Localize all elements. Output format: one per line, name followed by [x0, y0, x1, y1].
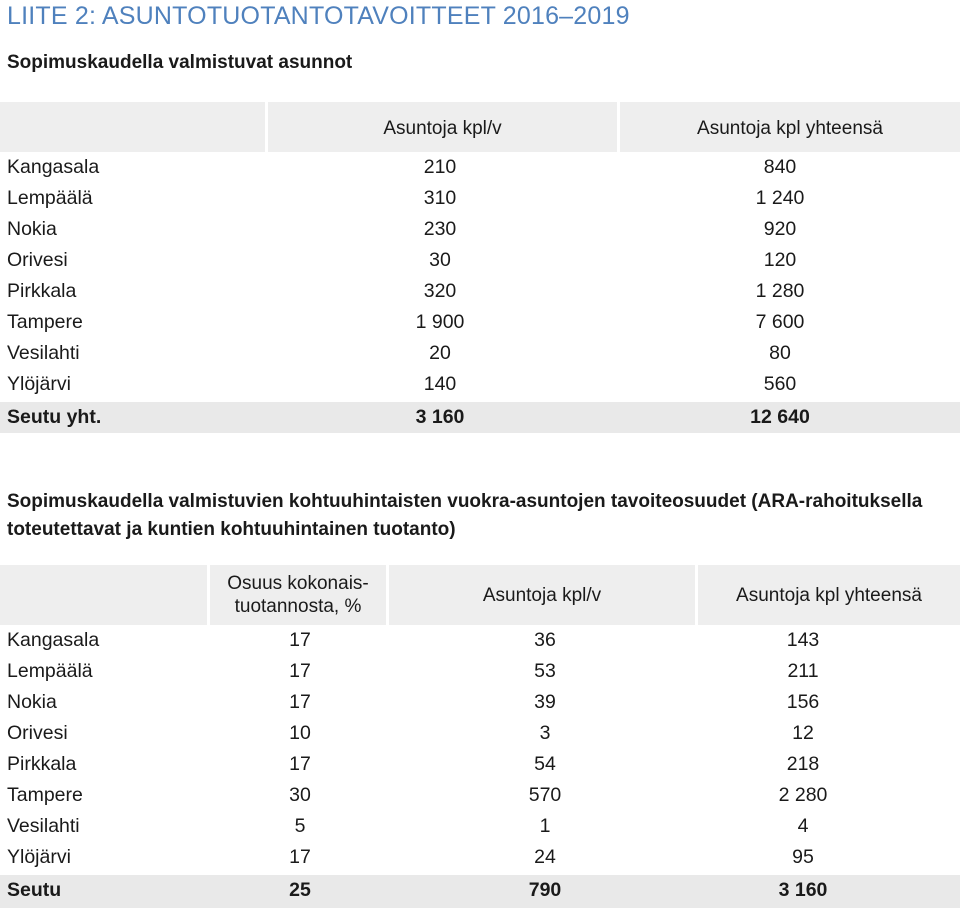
share-value: 17 — [289, 660, 311, 682]
section1-heading: Sopimuskaudella valmistuvat asunnot — [7, 52, 353, 73]
total-share: 25 — [289, 879, 311, 901]
section2-heading: Sopimuskaudella valmistuvien kohtuuhintaisten vuokra-asuntojen tavoiteosuudet (ARA-rahoituksella toteutettavat ja kuntien kohtuuhintainen tuotanto) — [7, 491, 923, 540]
table-row — [0, 749, 960, 780]
total-value: 120 — [763, 249, 797, 271]
table1-header-empty — [0, 102, 265, 152]
municipality: Pirkkala — [7, 753, 77, 775]
total-value: 4 — [797, 815, 809, 837]
total-value: 2 280 — [778, 784, 828, 806]
total-value: 156 — [786, 691, 820, 713]
table-row — [0, 780, 960, 811]
municipality: Tampere — [7, 784, 83, 806]
total-value: 1 280 — [755, 280, 805, 302]
municipality: Lempäälä — [7, 660, 93, 682]
table-row — [0, 152, 960, 183]
total-per-year: 790 — [528, 879, 562, 901]
total-overall: 3 160 — [778, 879, 828, 901]
table-row — [0, 369, 960, 400]
total-value: 80 — [769, 342, 791, 364]
table2-col-share: Osuus kokonais-tuotannosta, % — [227, 573, 369, 617]
share-value: 30 — [289, 784, 311, 806]
table-row — [0, 718, 960, 749]
per-year-value: 210 — [423, 156, 457, 178]
page-title: LIITE 2: ASUNTOTUOTANTOTAVOITTEET 2016–2019 — [7, 2, 630, 30]
municipality: Vesilahti — [7, 342, 80, 364]
total-value: 840 — [763, 156, 797, 178]
municipality: Pirkkala — [7, 280, 77, 302]
per-year-value: 30 — [429, 249, 451, 271]
municipality: Kangasala — [7, 629, 100, 651]
per-year-value: 1 — [539, 815, 551, 837]
per-year-value: 230 — [423, 218, 457, 240]
total-value: 211 — [787, 660, 819, 682]
per-year-value: 1 900 — [415, 311, 465, 333]
table-row — [0, 183, 960, 214]
total-value: 7 600 — [755, 311, 805, 333]
table-row — [0, 245, 960, 276]
table1-header — [0, 102, 960, 152]
per-year-value: 24 — [534, 846, 556, 868]
per-year-value: 53 — [534, 660, 556, 682]
table2-col-per-year: Asuntoja kpl/v — [482, 584, 602, 606]
total-overall: 12 640 — [750, 406, 810, 428]
total-value: 143 — [786, 629, 820, 651]
table2-total-row — [0, 875, 960, 908]
table2-col-total: Asuntoja kpl yhteensä — [736, 584, 922, 606]
municipality: Orivesi — [7, 722, 68, 744]
table1-total-row — [0, 402, 960, 433]
table-row — [0, 842, 960, 873]
table2-header-empty — [0, 565, 207, 625]
share-value: 17 — [289, 753, 311, 775]
table-row — [0, 214, 960, 245]
table1-col-total: Asuntoja kpl yhteensä — [697, 118, 883, 139]
table2-header — [0, 565, 960, 625]
table-row — [0, 687, 960, 718]
share-value: 10 — [289, 722, 311, 744]
total-value: 12 — [792, 722, 814, 744]
municipality: Ylöjärvi — [7, 373, 71, 395]
total-label: Seutu yht. — [7, 406, 102, 428]
municipality: Nokia — [7, 691, 57, 713]
table-row — [0, 276, 960, 307]
municipality: Vesilahti — [7, 815, 80, 837]
total-value: 920 — [763, 218, 797, 240]
municipality: Tampere — [7, 311, 83, 333]
table-row — [0, 338, 960, 369]
total-value: 560 — [763, 373, 797, 395]
per-year-value: 54 — [534, 753, 556, 775]
municipality: Ylöjärvi — [7, 846, 71, 868]
share-value: 17 — [289, 629, 311, 651]
table-row — [0, 656, 960, 687]
municipality: Kangasala — [7, 156, 100, 178]
share-value: 17 — [289, 846, 311, 868]
per-year-value: 320 — [423, 280, 457, 302]
share-value: 17 — [289, 691, 311, 713]
per-year-value: 570 — [528, 784, 562, 806]
total-value: 218 — [786, 753, 820, 775]
per-year-value: 140 — [423, 373, 457, 395]
total-label: Seutu — [7, 879, 62, 901]
table-row — [0, 811, 960, 842]
table1-col-per-year: Asuntoja kpl/v — [383, 118, 502, 139]
per-year-value: 3 — [539, 722, 551, 744]
per-year-value: 310 — [423, 187, 457, 209]
total-per-year: 3 160 — [415, 406, 465, 428]
per-year-value: 20 — [429, 342, 451, 364]
table-row — [0, 625, 960, 656]
municipality: Lempäälä — [7, 187, 93, 209]
municipality: Orivesi — [7, 249, 68, 271]
municipality: Nokia — [7, 218, 57, 240]
per-year-value: 39 — [534, 691, 556, 713]
per-year-value: 36 — [534, 629, 556, 651]
total-value: 1 240 — [755, 187, 805, 209]
table-row — [0, 307, 960, 338]
total-value: 95 — [792, 846, 814, 868]
share-value: 5 — [294, 815, 306, 837]
